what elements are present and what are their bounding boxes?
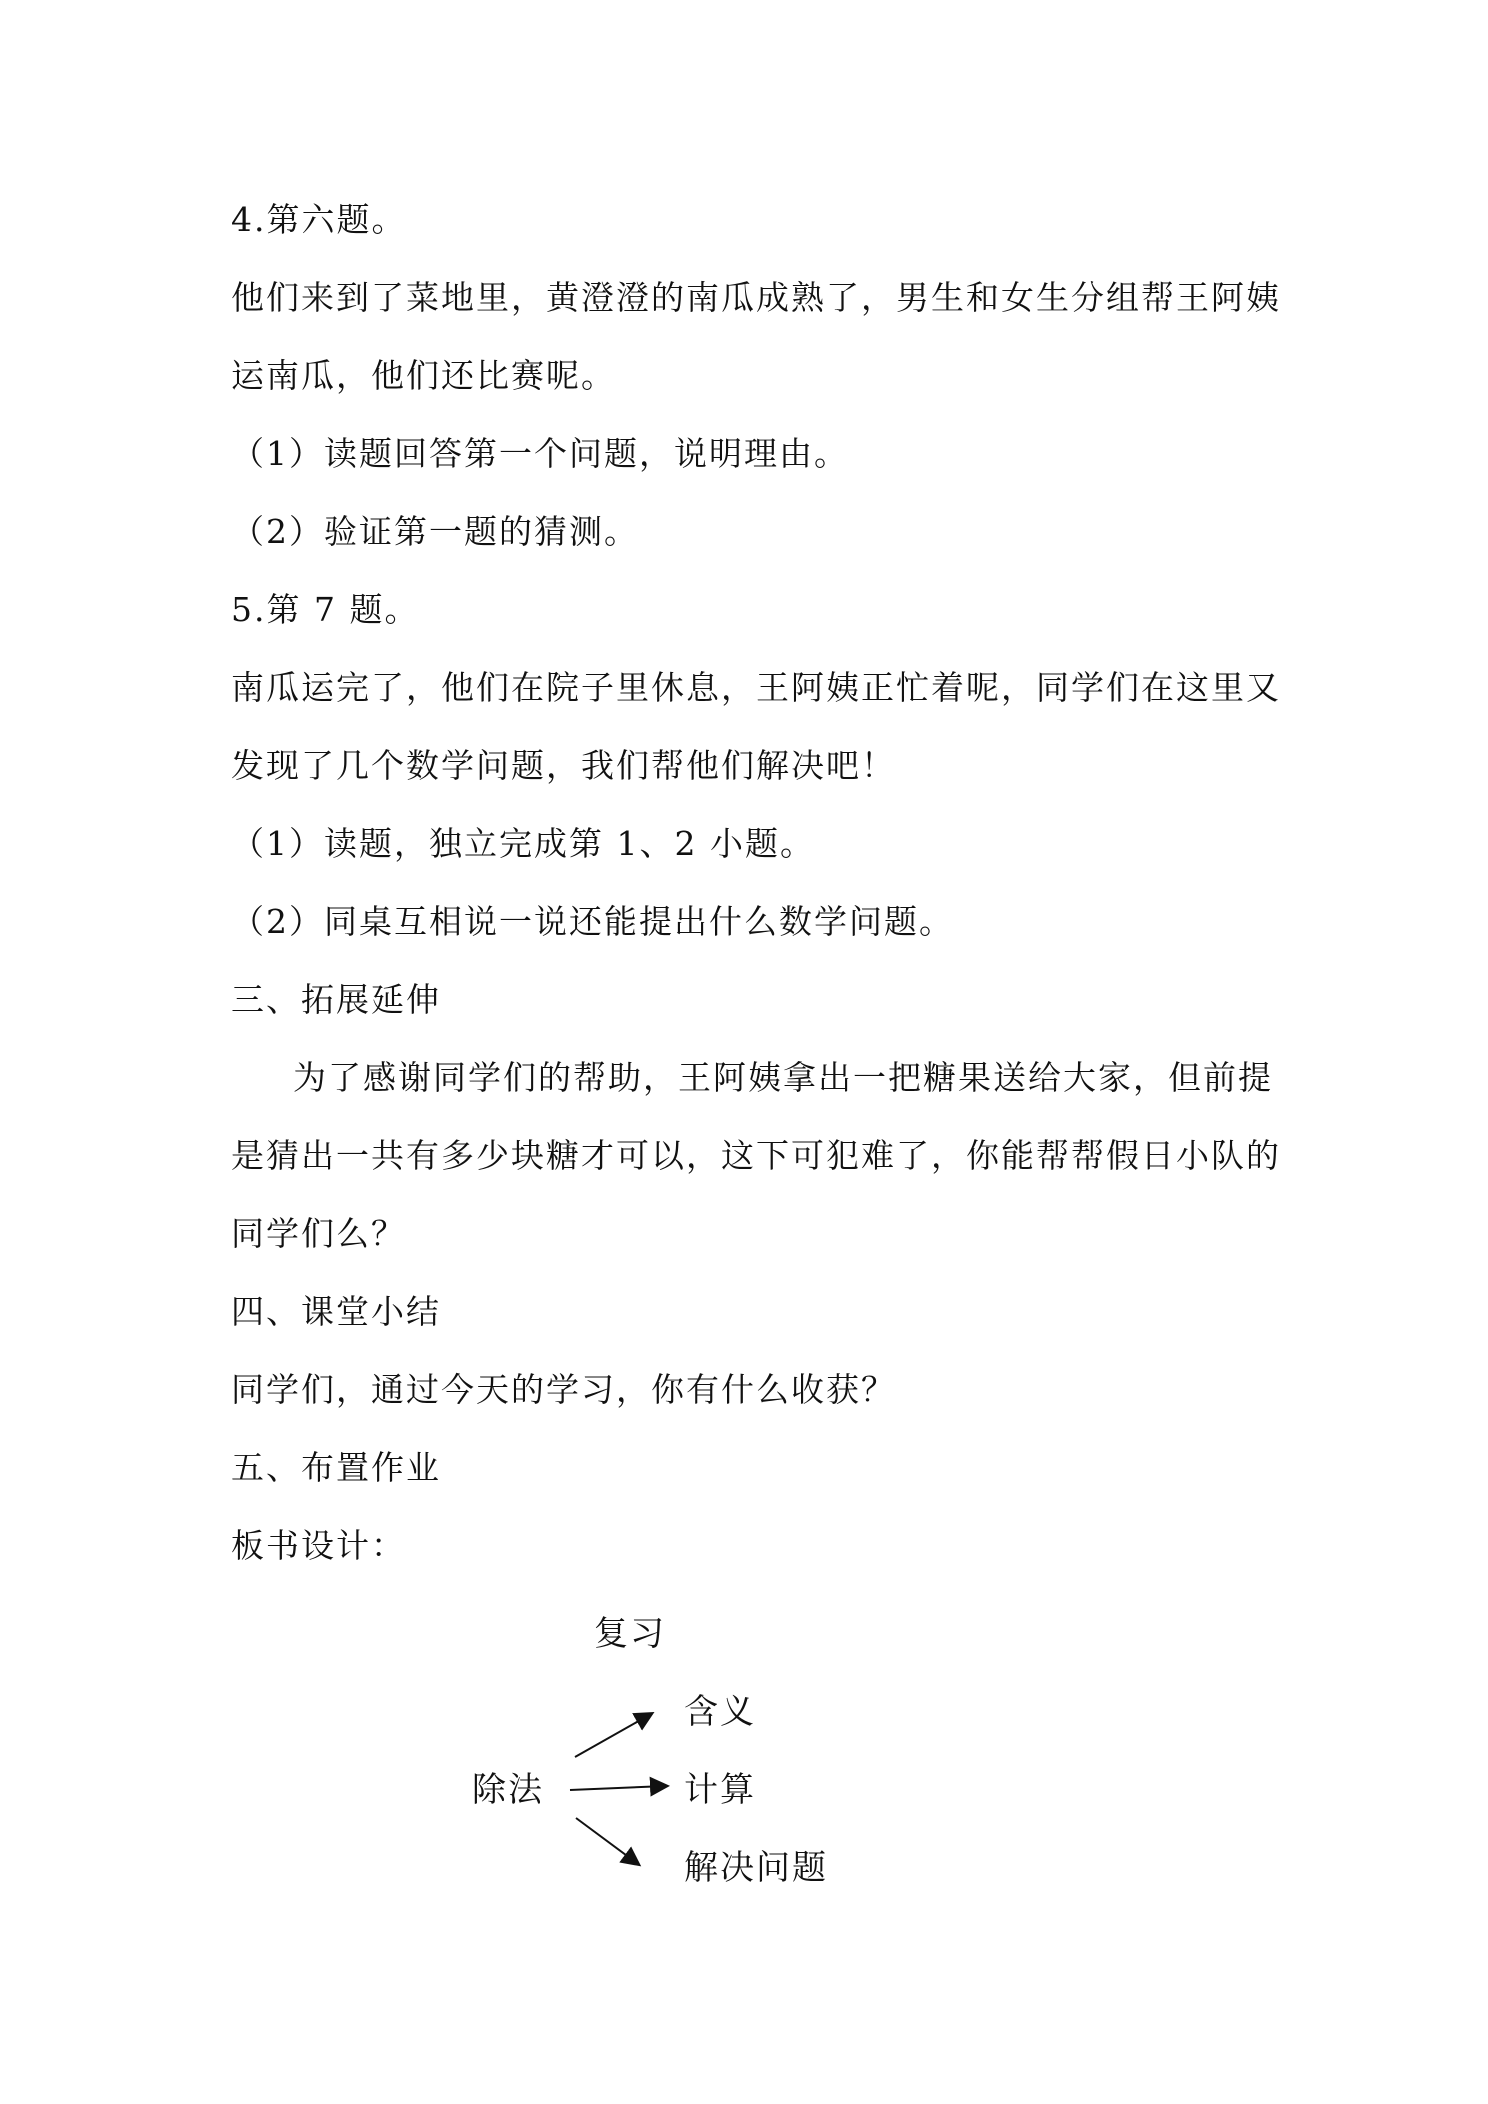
paragraph-line: 发现了几个数学问题，我们帮他们解决吧！ xyxy=(231,746,896,785)
paragraph-line: （1）读题回答第一个问题，说明理由。 xyxy=(231,434,849,473)
board-branch: 含义 xyxy=(684,1692,756,1732)
paragraph-line: （1）读题，独立完成第 1、2 小题。 xyxy=(231,824,815,863)
paragraph-line: 5.第 7 题。 xyxy=(231,590,420,629)
section-heading: 五、布置作业 xyxy=(231,1448,441,1487)
paragraph-line: 4.第六题。 xyxy=(231,200,407,239)
paragraph-line: 为了感谢同学们的帮助，王阿姨拿出一把糖果送给大家，但前提 xyxy=(293,1058,1273,1097)
paragraph-line: 运南瓜，他们还比赛呢。 xyxy=(231,356,616,395)
arrow-to-branch-1 xyxy=(575,1714,651,1757)
arrow-to-branch-3 xyxy=(576,1818,638,1864)
paragraph-line: 同学们，通过今天的学习，你有什么收获？ xyxy=(231,1370,896,1409)
paragraph-line: 南瓜运完了，他们在院子里休息，王阿姨正忙着呢，同学们在这里又 xyxy=(231,668,1281,707)
board-title: 复习 xyxy=(594,1614,666,1654)
arrow-to-branch-2 xyxy=(570,1786,666,1790)
section-heading: 三、拓展延伸 xyxy=(231,980,441,1019)
paragraph-line: 同学们么？ xyxy=(231,1214,406,1253)
board-root: 除法 xyxy=(472,1770,544,1810)
paragraph-line: 他们来到了菜地里，黄澄澄的南瓜成熟了，男生和女生分组帮王阿姨 xyxy=(231,278,1281,317)
board-branch: 计算 xyxy=(684,1770,756,1810)
paragraph-line: 板书设计： xyxy=(231,1526,406,1565)
section-heading: 四、课堂小结 xyxy=(231,1292,441,1331)
board-branch: 解决问题 xyxy=(684,1848,828,1888)
paragraph-line: （2）验证第一题的猜测。 xyxy=(231,512,639,551)
paragraph-line: （2）同桌互相说一说还能提出什么数学问题。 xyxy=(231,902,954,941)
paragraph-line: 是猜出一共有多少块糖才可以，这下可犯难了，你能帮帮假日小队的 xyxy=(231,1136,1281,1175)
